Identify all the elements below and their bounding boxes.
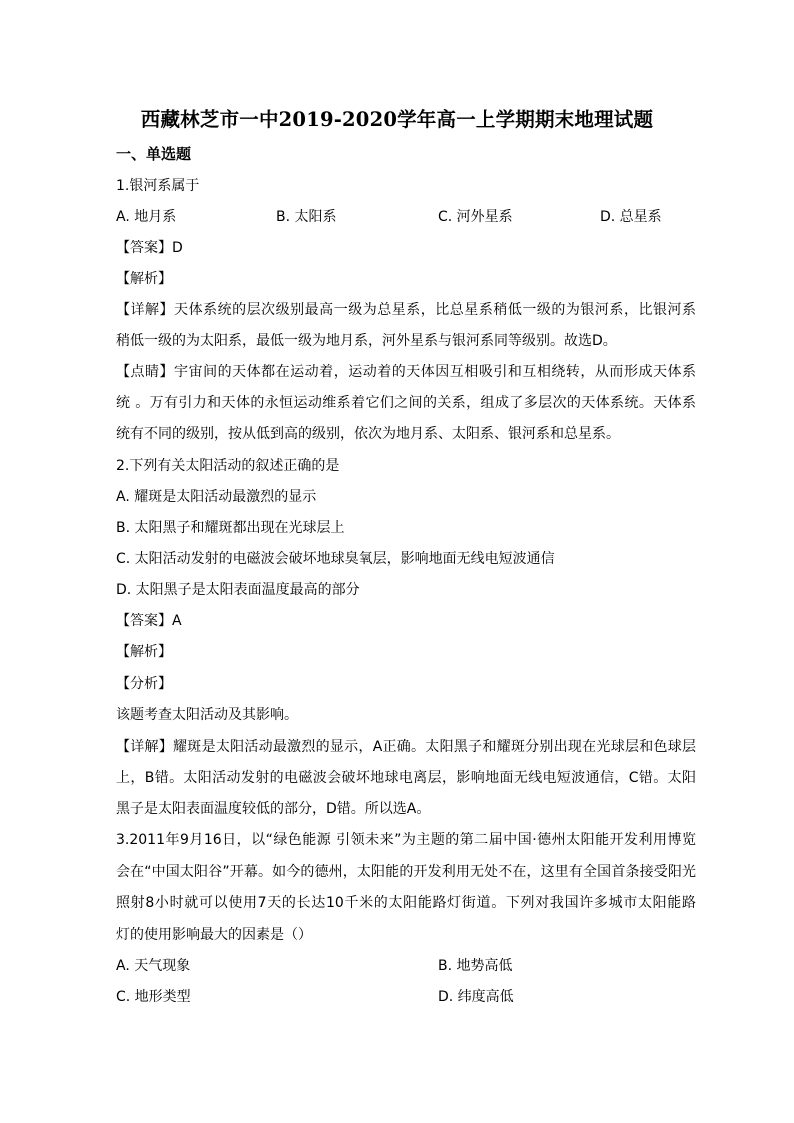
q2-option-c: C. 太阳活动发射的电磁波会破坏地球臭氧层，影响地面无线电短波通信: [116, 551, 555, 567]
question-3-stem-line: 3.2011年9月16日，以“绿色能源 引领未来”为主题的第二届中国·德州太阳能开发利用博览: [116, 832, 696, 848]
q1-detail-line: 稍低一级的为太阳系，最低一级为地月系，河外星系与银河系同等级别。故选D。: [116, 333, 617, 349]
question-2-stem: 2.下列有关太阳活动的叙述正确的是: [116, 458, 340, 474]
section-heading: 一、单选题: [116, 145, 192, 163]
q3-option-d: D. 纬度高低: [438, 989, 514, 1005]
q3-option-a: A. 天气现象: [116, 958, 191, 974]
q1-option-d: D. 总星系: [600, 209, 662, 225]
q2-analysis-label: 【解析】: [116, 644, 172, 660]
question-3-stem-line: 会在“中国太阳谷”开幕。如今的德州，太阳能的开发利用无处不在，这里有全国首条接受阳光: [116, 864, 696, 880]
q2-fenxi-text: 该题考查太阳活动及其影响。: [116, 707, 298, 723]
page-title: 西藏林芝市一中2019-2020学年高一上学期期末地理试题: [140, 108, 654, 131]
question-3-stem-line: 照射8小时就可以使用7天的长达10千米的太阳能路灯街道。下列对我国许多城市太阳能路: [116, 895, 696, 911]
q1-detail-line: 【详解】天体系统的层次级别最高一级为总星系，比总星系稍低一级的为银河系，比银河系: [116, 302, 696, 318]
q1-option-b: B. 太阳系: [276, 209, 337, 225]
q1-answer: 【答案】D: [116, 240, 183, 256]
q1-analysis-label: 【解析】: [116, 271, 172, 287]
q1-comment-line: 统 。万有引力和天体的永恒运动维系着它们之间的关系，组成了多层次的天体系统。天体系: [116, 395, 696, 411]
q1-comment-line: 【点睛】宇宙间的天体都在运动着，运动着的天体因互相吸引和互相绕转，从而形成天体系: [116, 364, 696, 380]
q2-answer: 【答案】A: [116, 613, 182, 629]
q2-detail-line: 上，B错。太阳活动发射的电磁波会破坏地球电离层，影响地面无线电短波通信，C错。太阳: [116, 770, 696, 786]
q2-option-a: A. 耀斑是太阳活动最激烈的显示: [116, 489, 317, 505]
q2-option-d: D. 太阳黑子是太阳表面温度最高的部分: [116, 582, 360, 598]
q2-fenxi-label: 【分析】: [116, 676, 172, 692]
question-3-stem-line: 灯的使用影响最大的因素是（）: [116, 927, 312, 943]
q2-detail-line: 【详解】耀斑是太阳活动最激烈的显示，A正确。太阳黑子和耀斑分别出现在光球层和色球层: [116, 739, 696, 755]
question-1-stem: 1.银河系属于: [116, 178, 200, 194]
q3-option-c: C. 地形类型: [116, 989, 191, 1005]
q2-option-b: B. 太阳黑子和耀斑都出现在光球层上: [116, 520, 345, 536]
q3-option-b: B. 地势高低: [438, 958, 513, 974]
q2-detail-line: 黑子是太阳表面温度较低的部分，D错。所以选A。: [116, 801, 431, 817]
q1-option-a: A. 地月系: [116, 209, 177, 225]
q1-comment-line: 统有不同的级别，按从低到高的级别，依次为地月系、太阳系、银河系和总星系。: [116, 426, 620, 442]
q1-option-c: C. 河外星系: [438, 209, 513, 225]
